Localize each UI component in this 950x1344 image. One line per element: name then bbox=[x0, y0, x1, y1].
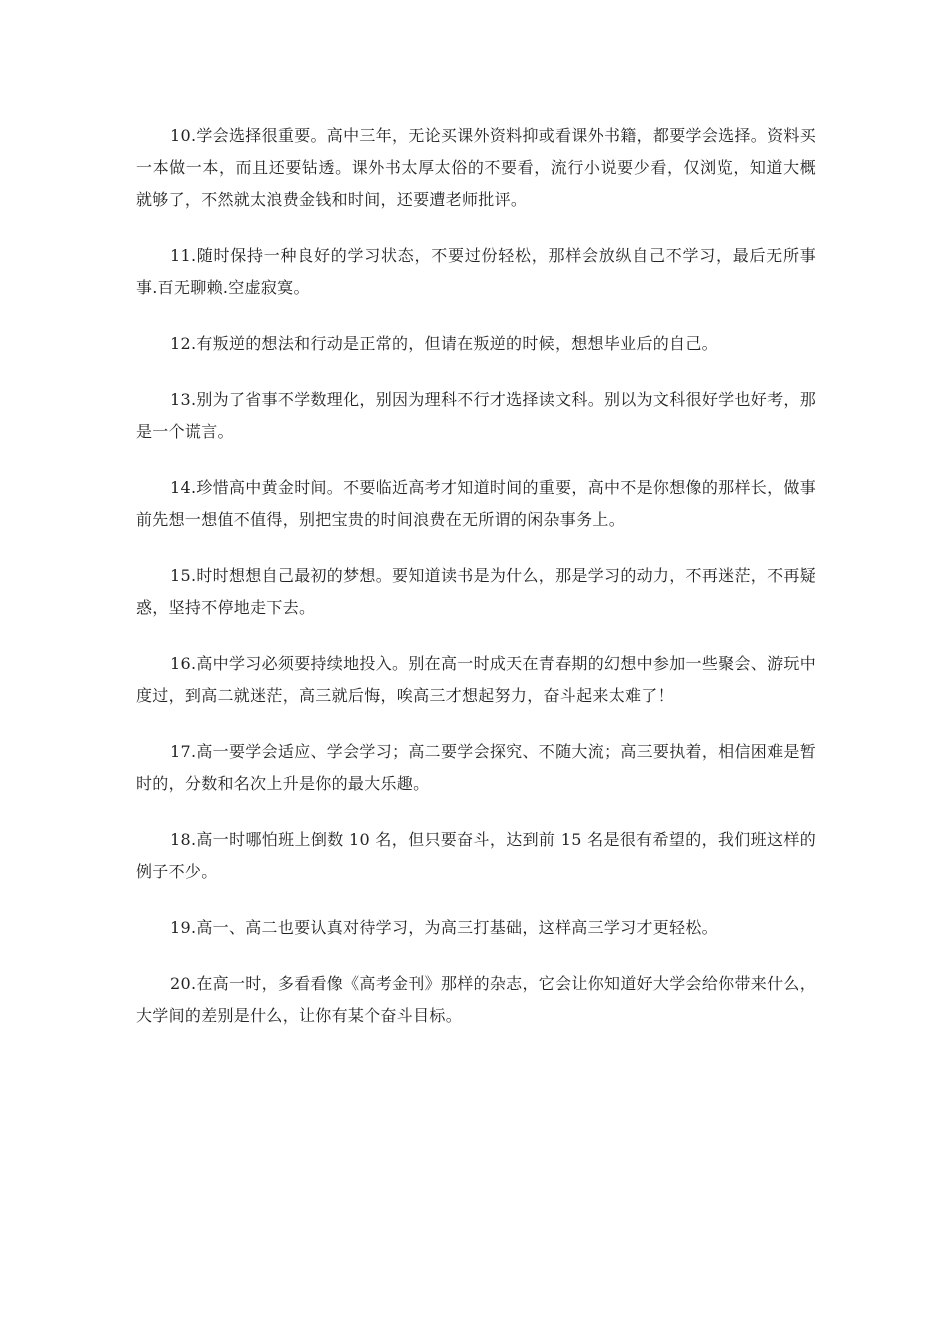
document-body bbox=[136, 120, 816, 1056]
paragraph-19: 19.高一、高二也要认真对待学习，为高三打基础，这样高三学习才更轻松。 bbox=[170, 918, 718, 937]
paragraph-15: 15.时时想想自己最初的梦想。要知道读书是为什么，那是学习的动力，不再迷茫，不再疑惑，坚持不停地走下去。 bbox=[136, 566, 816, 617]
paragraph-18: 18.高一时哪怕班上倒数 10 名，但只要奋斗，达到前 15 名是很有希望的，我们班这样的例子不少。 bbox=[136, 830, 816, 881]
paragraph-17: 17.高一要学会适应、学会学习；高二要学会探究、不随大流；高三要执着，相信困难是暂时的，分数和名次上升是你的最大乐趣。 bbox=[136, 742, 816, 793]
paragraph-11: 11.随时保持一种良好的学习状态，不要过份轻松，那样会放纵自己不学习，最后无所事事.百无聊赖.空虚寂寞。 bbox=[136, 246, 816, 297]
paragraph-20: 20.在高一时，多看看像《高考金刊》那样的杂志，它会让你知道好大学会给你带来什么，大学间的差别是什么，让你有某个奋斗目标。 bbox=[136, 974, 816, 1025]
paragraph-14: 14.珍惜高中黄金时间。不要临近高考才知道时间的重要，高中不是你想像的那样长，做事前先想一想值不值得，别把宝贵的时间浪费在无所谓的闲杂事务上。 bbox=[136, 478, 816, 529]
paragraph-12: 12.有叛逆的想法和行动是正常的，但请在叛逆的时候，想想毕业后的自己。 bbox=[170, 334, 718, 353]
paragraph-13: 13.别为了省事不学数理化，别因为理科不行才选择读文科。别以为文科很好学也好考，那是一个谎言。 bbox=[136, 390, 816, 441]
paragraph-16: 16.高中学习必须要持续地投入。别在高一时成天在青春期的幻想中参加一些聚会、游玩中度过，到高二就迷茫，高三就后悔，唉高三才想起努力，奋斗起来太难了！ bbox=[136, 654, 816, 705]
paragraph-10: 10.学会选择很重要。高中三年，无论买课外资料抑或看课外书籍，都要学会选择。资料买一本做一本，而且还要钻透。课外书太厚太俗的不要看，流行小说要少看，仅浏览，知道大概就够了，不然就太浪费金钱和时间，还要遭老师批评。 bbox=[136, 126, 816, 209]
